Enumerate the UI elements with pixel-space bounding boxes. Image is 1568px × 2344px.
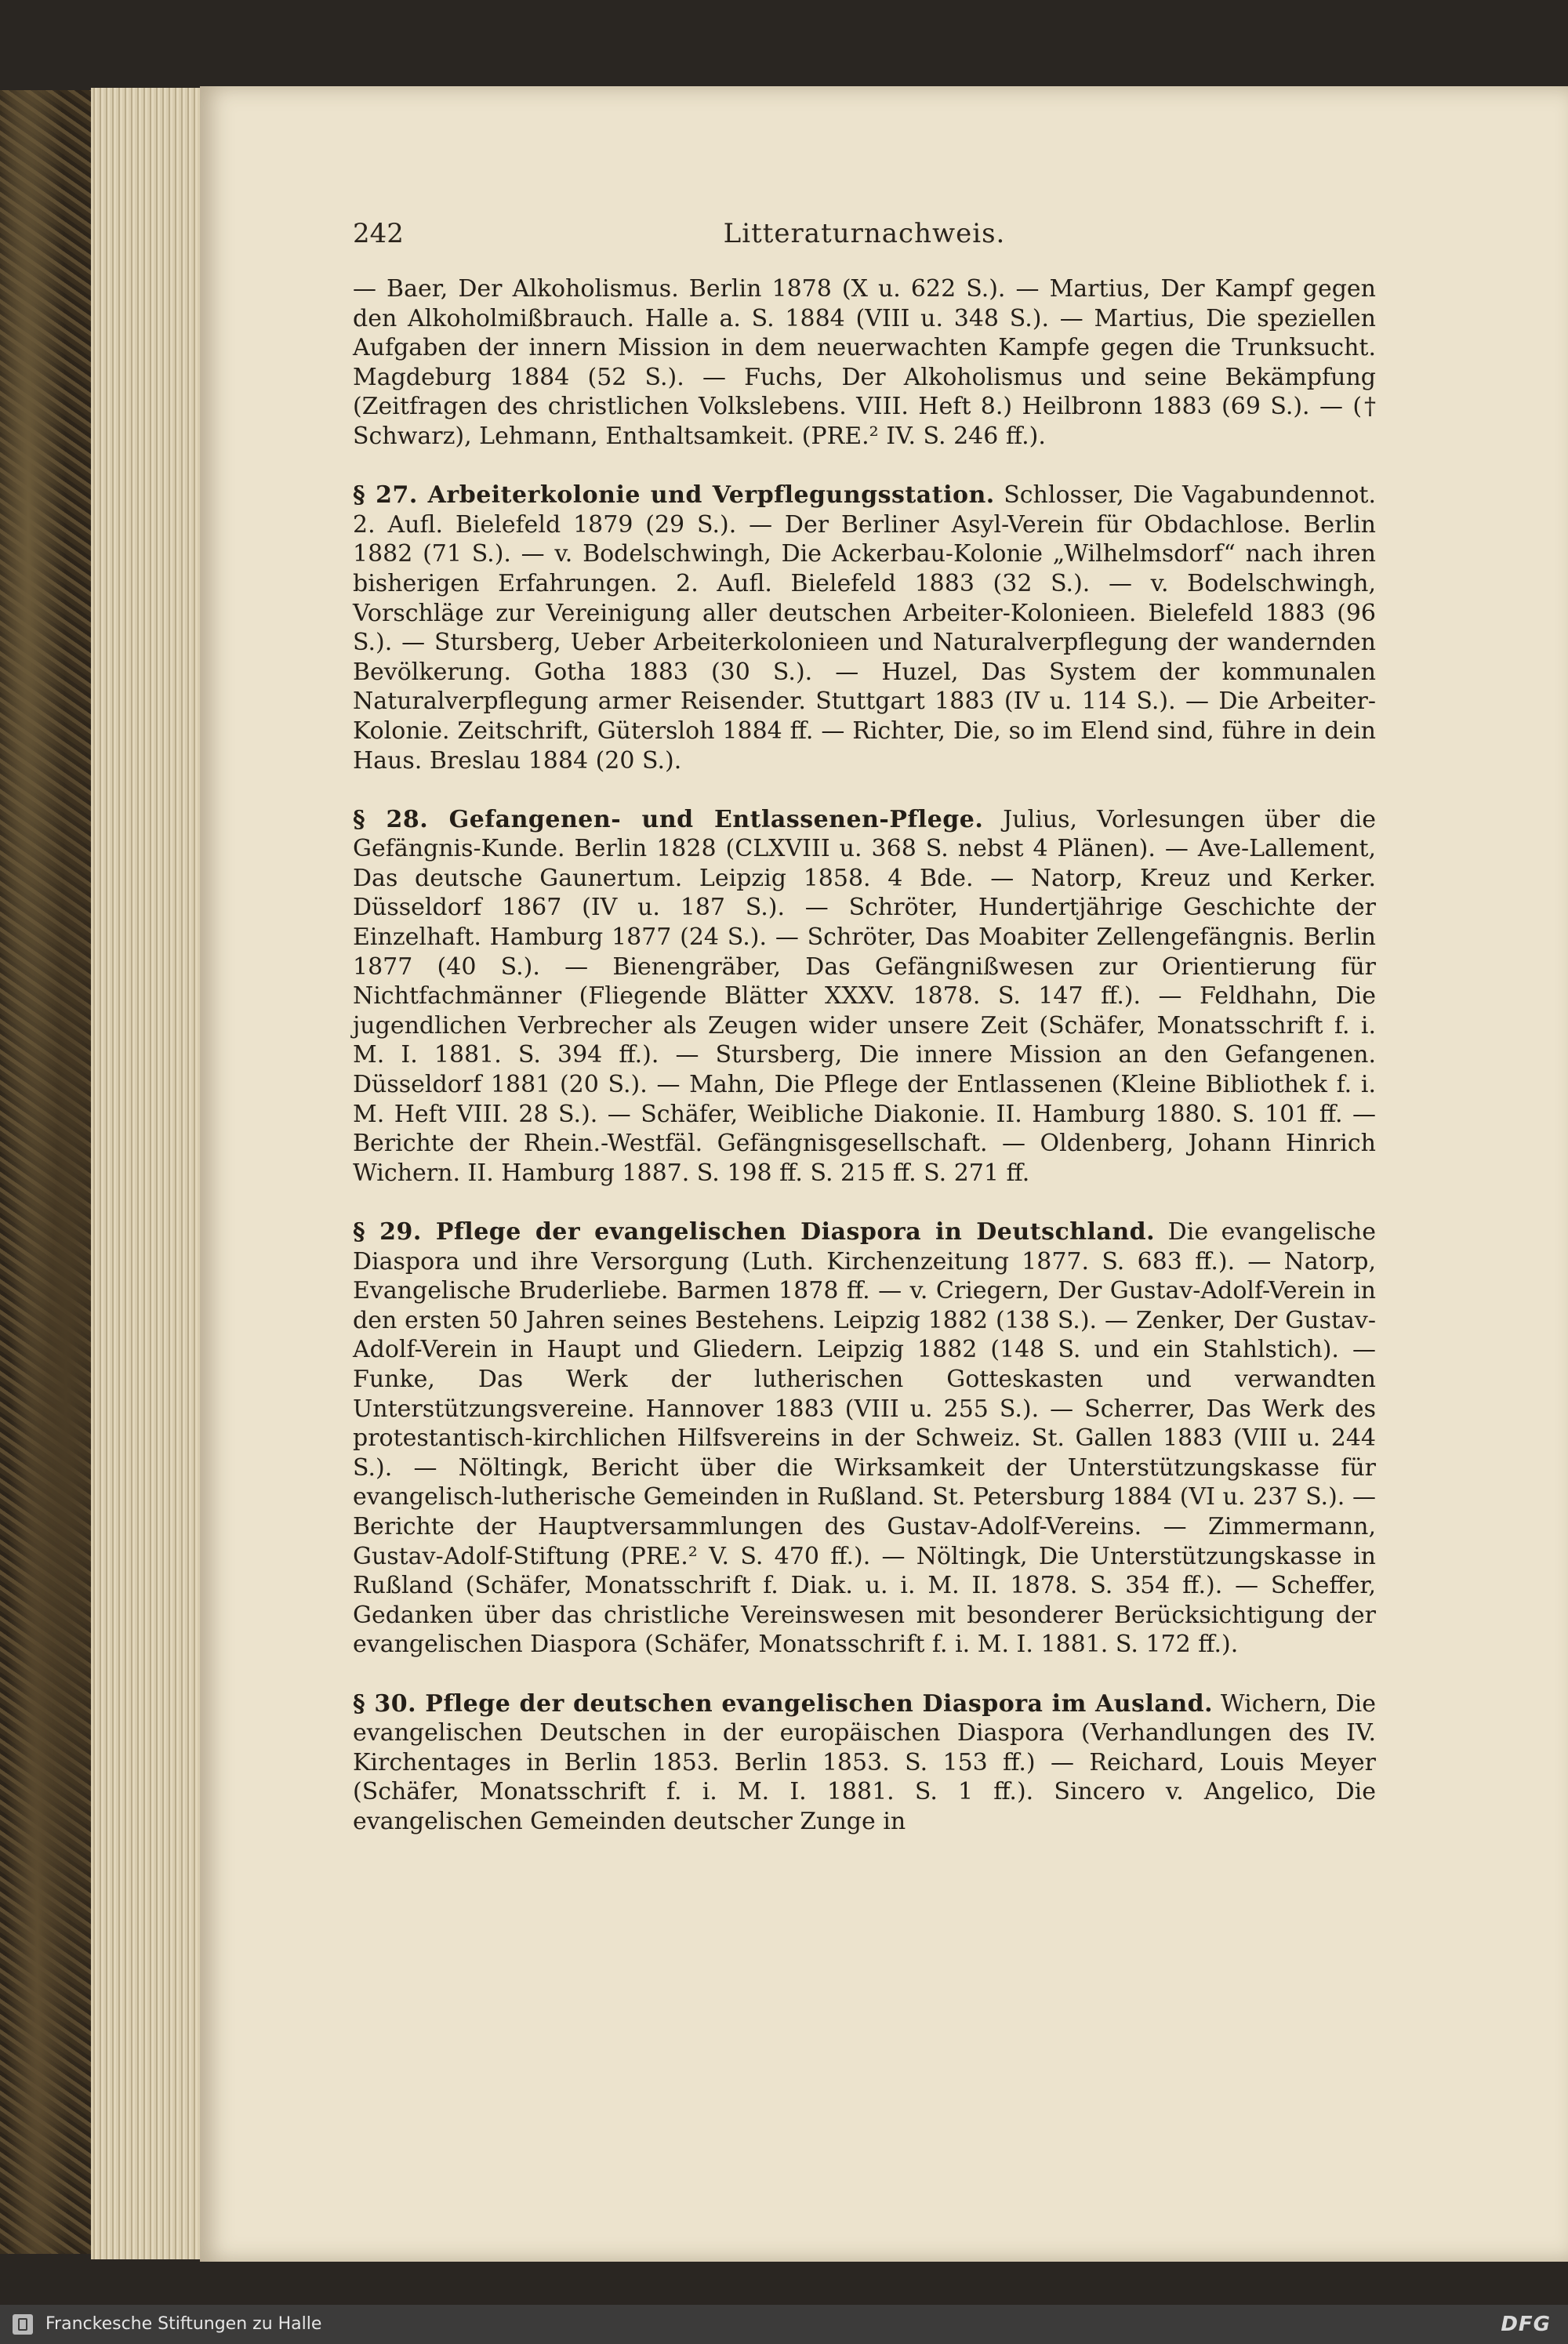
paragraph-section-28 [353,805,1376,1188]
section-heading: § 30. Pflege der deutschen evangelischen Diaspora im Ausland. [353,1689,1214,1718]
paragraph-text: — Baer, Der Alkoholismus. Berlin 1878 (X u. 622 S.). — Martius, Der Kampf gegen den Alkoholmißbrauch. Halle a. S. 1884 (VIII u. 348 S.). — Martius, Die speziellen Aufgaben der innern Mission in dem neuerwachten Kampfe gegen die Trunksucht. Magdeburg 1884 (52 S.). — Fuchs, Der Alkoholismus und seine Bekämpfung (Zeitfragen des christlichen Volkslebens. VIII. Heft 8.) Heilbronn 1883 (69 S.). — († Schwarz), Lehmann, Enthaltsamkeit. (PRE.² IV. S. 246 ff.). [353,275,1376,450]
section-heading: § 27. Arbeiterkolonie und Verpflegungsstation. [353,481,995,510]
library-name-link[interactable]: Franckesche Stiftungen zu Halle [45,2314,322,2334]
paragraph-alkoholismus [353,274,1376,452]
paragraph-section-27 [353,481,1376,775]
page-edges [91,88,209,2259]
viewer-footer-bar [0,2305,1568,2344]
page-number: 242 [353,218,404,249]
paragraph-text: Julius, Vorlesungen über die Gefängnis-Kunde. Berlin 1828 (CLXVIII u. 368 S. nebst 4 Plänen). — Ave-Lallement, Das deutsche Gaunertum. Leipzig 1858. 4 Bde. — Natorp, Kreuz und Kerker. Düsseldorf 1867 (IV u. 187 S.). — Schröter, Hundertjährige Geschichte der Einzelhaft. Hamburg 1877 (24 S.). — Schröter, Das Moabiter Zellengefängnis. Berlin 1877 (40 S.). — Bienengräber, Das Gefängnißwesen zur Orientierung für Nichtfachmänner (Fliegende Blätter XXXV. 1878. S. 147 ff.). — Feldhahn, Die jugendlichen Verbrecher als Zeugen wider unsere Zeit (Schäfer, Monatsschrift f. i. M. I. 1881. S. 394 ff.). — Stursberg, Die innere Mission an den Gefangenen. Düsseldorf 1881 (20 S.). — Mahn, Die Pflege der Entlassenen (Kleine Bibliothek f. i. M. Heft VIII. 28 S.). — Schäfer, Weibliche Diakonie. II. Hamburg 1880. S. 101 ff. — Berichte der Rhein.-Westfäl. Gefängnisgesellschaft. — Oldenberg, Johann Hinrich Wichern. II. Hamburg 1887. S. 198 ff. S. 215 ff. S. 271 ff. [353,805,1377,1187]
paragraph-text: Schlosser, Die Vagabundennot. 2. Aufl. Bielefeld 1879 (29 S.). — Der Berliner Asyl-Verein für Obdachlose. Berlin 1882 (71 S.). — v. Bodelschwingh, Die Ackerbau-Kolonie „Wilhelmsdorf“ nach ihren bisherigen Erfahrungen. 2. Aufl. Bielefeld 1883 (32 S.). — v. Bodelschwingh, Vorschläge zur Vereinigung aller deutschen Arbeiter-Kolonieen. Bielefeld 1883 (96 S.). — Stursberg, Ueber Arbeiterkolonieen und Naturalverpflegung der wandernden Bevölkerung. Gotha 1883 (30 S.). — Huzel, Das System der kommunalen Naturalverpflegung armer Reisender. Stuttgart 1883 (IV u. 114 S.). — Die Arbeiter-Kolonie. Zeitschrift, Gütersloh 1884 ff. — Richter, Die, so im Elend sind, führe in dein Haus. Breslau 1884 (20 S.). [353,481,1376,775]
section-heading: § 29. Pflege der evangelischen Diaspora in Deutschland. [353,1218,1156,1246]
page-header [353,218,1376,257]
paragraph-section-30 [353,1689,1376,1837]
library-icon[interactable] [13,2314,33,2335]
running-head: Litteraturnachweis. [723,218,1006,249]
dfg-logo[interactable]: DFG [1501,2313,1551,2336]
paragraph-section-29 [353,1217,1376,1660]
page-text [353,274,1376,1836]
section-heading: § 28. Gefangenen- und Entlassenen-Pflege. [353,805,984,833]
paragraph-text: Wichern, Die evangelischen Deutschen in der europäischen Diaspora (Verhandlungen des IV. Kirchentages in Berlin 1853. Berlin 1853. S. 153 ff.) — Reichard, Louis Meyer (Schäfer, Monatsschrift f. i. M. I. 1881. S. 1 ff.). Sincero v. Angelico, Die evangelischen Gemeinden deutscher Zunge in [353,1689,1377,1835]
book-cover-marbled [0,90,94,2254]
paragraph-text: Die evangelische Diaspora und ihre Versorgung (Luth. Kirchenzeitung 1877. S. 683 ff.). — Natorp, Evangelische Bruderliebe. Barmen 1878 ff. — v. Criegern, Der Gustav-Adolf-Verein in den ersten 50 Jahren seines Bestehens. Leipzig 1882 (138 S.). — Zenker, Der Gustav-Adolf-Verein in Haupt und Gliedern. Leipzig 1882 (148 S. und ein Stahlstich). — Funke, Das Werk der lutherischen Gotteskasten und verwandten Unterstützungsvereine. Hannover 1883 (VIII u. 255 S.). — Scherrer, Das Werk des protestantisch-kirchlichen Hilfsvereins in der Schweiz. St. Gallen 1883 (VIII u. 244 S.). — Nöltingk, Bericht über die Wirksamkeit der Unterstützungskasse für evangelisch-lutherische Gemeinden in Rußland. St. Petersburg 1884 (VI u. 237 S.). — Berichte der Hauptversammlungen des Gustav-Adolf-Vereins. — Zimmermann, Gustav-Adolf-Stiftung (PRE.² V. S. 470 ff.). — Nöltingk, Die Unterstützungskasse in Rußland (Schäfer, Monatsschrift f. Diak. u. i. M. II. 1878. S. 354 ff.). — Scheffer, Gedanken über das christliche Vereinswesen mit besonderer Berücksichtigung der evangelischen Diaspora (Schäfer, Monatsschrift f. i. M. I. 1881. S. 172 ff.). [353,1218,1376,1659]
